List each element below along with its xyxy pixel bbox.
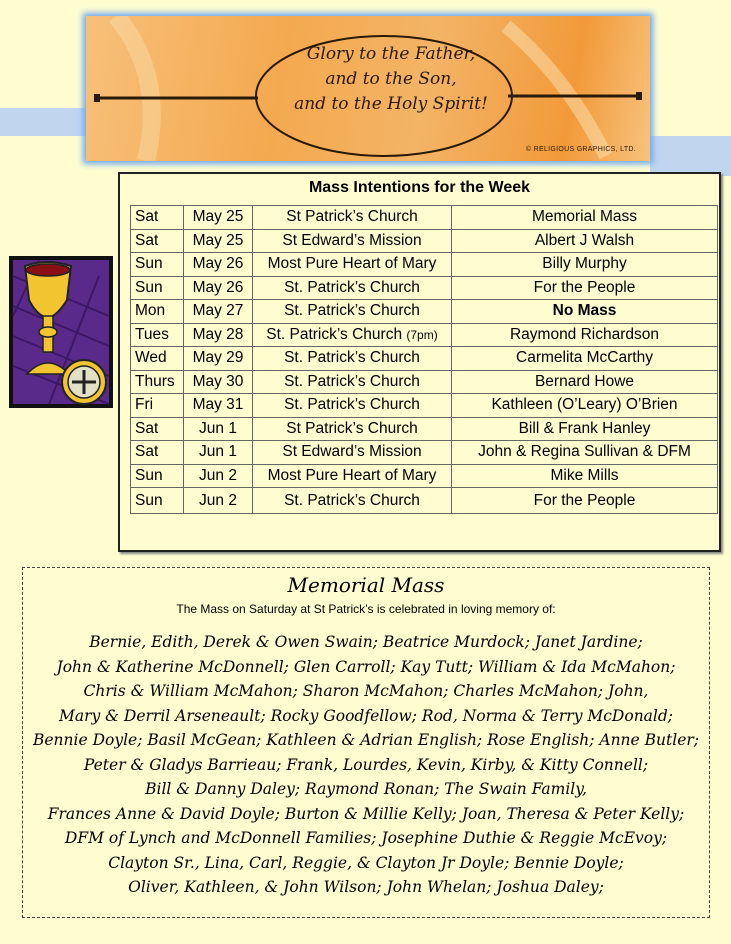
church-cell (253, 347, 452, 371)
day-cell-text: Sat (135, 443, 159, 461)
banner-line-3: and to the Holy Spirit! (294, 94, 488, 114)
intention-cell-text: Memorial Mass (531, 208, 638, 226)
church-cell-text: St Patrick’s Church (286, 419, 418, 437)
date-cell-text: May 26 (192, 255, 244, 273)
memorial-name-line: Frances Anne & David Doyle; Burton & Millie Kelly; Joan, Theresa & Peter Kelly; (47, 804, 685, 823)
day-cell (131, 229, 184, 253)
church-cell (253, 229, 452, 253)
chalice-host-icon (9, 256, 113, 408)
day-cell-text: Sat (135, 208, 159, 226)
date-cell-text: May 25 (192, 208, 244, 226)
memorial-name-line: Peter & Gladys Barrieau; Frank, Lourdes, Kevin, Kirby, & Kitty Connell; (83, 755, 649, 774)
day-cell-text: Thurs (135, 372, 175, 390)
church-cell-text: St. Patrick’s Church (284, 372, 420, 390)
day-cell (131, 276, 184, 300)
church-cell (253, 276, 452, 300)
intention-cell (452, 300, 718, 324)
day-cell (131, 300, 184, 324)
church-cell-text: St. Patrick’s Church (284, 349, 420, 367)
intention-cell-text: Raymond Richardson (509, 325, 660, 343)
date-cell (184, 347, 253, 371)
intention-cell (452, 464, 718, 488)
intention-cell-text: Kathleen (O’Leary) O’Brien (491, 396, 678, 414)
day-cell-text: Sun (135, 466, 163, 484)
banner-line-1: Glory to the Father, (306, 44, 476, 64)
church-cell-text: St. Patrick’s Church (284, 278, 420, 296)
memorial-name-line: Chris & William McMahon; Sharon McMahon; Charles McMahon; John, (83, 682, 649, 700)
table-row (131, 417, 718, 441)
day-cell-text: Fri (135, 396, 154, 414)
day-cell (131, 441, 184, 465)
date-cell-text: May 26 (192, 278, 244, 296)
church-cell-text: St Edward’s Mission (282, 231, 422, 249)
date-cell (184, 370, 253, 394)
church-cell (253, 253, 452, 277)
day-cell (131, 253, 184, 277)
day-cell (131, 464, 184, 488)
date-cell-text: Jun 1 (199, 443, 237, 461)
day-cell-text: Tues (135, 325, 169, 343)
church-cell (253, 300, 452, 324)
intention-cell (452, 394, 718, 418)
church-cell (253, 206, 452, 230)
church-cell-text: St. Patrick’s Church (284, 491, 420, 509)
mass-intentions-table (130, 205, 718, 514)
banner-credit: © RELIGIOUS GRAPHICS, LTD. (525, 146, 636, 153)
day-cell-text: Sun (135, 255, 163, 273)
date-cell (184, 323, 253, 347)
date-cell-text: May 27 (192, 302, 244, 320)
date-cell (184, 300, 253, 324)
memorial-name-line: Bennie Doyle; Basil McGean; Kathleen & Adrian English; Rose English; Anne Butler; (32, 731, 699, 749)
intention-cell (452, 253, 718, 277)
church-cell (253, 417, 452, 441)
day-cell (131, 323, 184, 347)
intention-cell-text: For the People (533, 491, 636, 509)
intention-cell (452, 441, 718, 465)
memorial-mass-panel (22, 567, 710, 918)
memorial-name-line: Bernie, Edith, Derek & Owen Swain; Beatrice Murdock; Janet Jardine; (89, 633, 643, 651)
memorial-name-line: Mary & Derril Arseneault; Rocky Goodfellow; Rod, Norma & Terry McDonald; (58, 706, 674, 725)
intention-cell-text: Bill & Frank Hanley (518, 419, 651, 437)
church-cell-text: St. Patrick’s Church (266, 325, 403, 343)
day-cell-text: Sat (135, 419, 159, 437)
memorial-subtitle: The Mass on Saturday at St Patrick’s is celebrated in loving memory of: (176, 602, 556, 616)
date-cell (184, 488, 253, 514)
memorial-title: Memorial Mass (287, 573, 445, 597)
table-row (131, 370, 718, 394)
church-cell-text: Most Pure Heart of Mary (267, 466, 437, 484)
day-cell (131, 417, 184, 441)
date-cell (184, 441, 253, 465)
date-cell (184, 253, 253, 277)
decorative-band-right (650, 136, 731, 176)
decorative-band-left (0, 108, 90, 136)
intention-cell (452, 276, 718, 300)
intention-cell (452, 347, 718, 371)
church-cell-text: Most Pure Heart of Mary (267, 255, 437, 273)
intention-cell-text: For the People (533, 278, 636, 296)
date-cell (184, 464, 253, 488)
banner-line-2: and to the Son, (325, 69, 457, 89)
day-cell-text: Sun (135, 278, 163, 296)
mass-intentions-title: Mass Intentions for the Week (308, 179, 531, 196)
table-row (131, 394, 718, 418)
date-cell-text: May 28 (192, 325, 244, 343)
intention-cell-text: Carmelita McCarthy (516, 349, 653, 367)
church-cell (253, 441, 452, 465)
table-row (131, 488, 718, 514)
church-cell (253, 488, 452, 514)
date-cell-text: May 29 (192, 349, 244, 367)
table-row (131, 206, 718, 230)
date-cell-text: Jun 2 (199, 491, 237, 509)
date-cell-text: May 25 (192, 231, 244, 249)
intention-cell-text: Albert J Walsh (534, 231, 635, 249)
intention-cell (452, 417, 718, 441)
table-row (131, 441, 718, 465)
date-cell (184, 276, 253, 300)
table-row (131, 347, 718, 371)
intention-cell-text: Bernard Howe (534, 372, 635, 390)
day-cell-text: Mon (135, 302, 166, 320)
date-cell-text: Jun 2 (199, 466, 237, 484)
day-cell (131, 370, 184, 394)
memorial-name-line: Oliver, Kathleen, & John Wilson; John Whelan; Joshua Daley; (128, 878, 604, 896)
church-cell (253, 464, 452, 488)
intention-cell (452, 488, 718, 514)
banner-doxology (266, 42, 516, 117)
table-row (131, 464, 718, 488)
church-cell-text: St Patrick’s Church (286, 208, 418, 226)
day-cell-text: Sat (135, 231, 159, 249)
mass-intentions-panel (118, 172, 721, 552)
date-cell-text: May 30 (192, 372, 244, 390)
day-cell (131, 394, 184, 418)
day-cell-text: Wed (135, 349, 167, 367)
table-row (131, 323, 718, 347)
church-cell-text: St. Patrick’s Church (284, 396, 420, 414)
intention-cell-text: No Mass (552, 302, 617, 320)
intention-cell (452, 370, 718, 394)
memorial-name-line: Clayton Sr., Lina, Carl, Reggie, & Clayton Jr Doyle; Bennie Doyle; (108, 853, 624, 872)
date-cell (184, 229, 253, 253)
date-cell-text: Jun 1 (199, 419, 237, 437)
memorial-name-line: DFM of Lynch and McDonnell Families; Josephine Duthie & Reggie McEvoy; (64, 829, 668, 847)
table-row (131, 276, 718, 300)
table-row (131, 300, 718, 324)
church-cell (253, 394, 452, 418)
church-cell-text: St. Patrick’s Church (284, 302, 420, 320)
day-cell (131, 347, 184, 371)
church-cell (253, 323, 452, 347)
intention-cell-text: Billy Murphy (542, 255, 627, 273)
church-cell (253, 370, 452, 394)
date-cell (184, 394, 253, 418)
table-row (131, 253, 718, 277)
intention-cell (452, 229, 718, 253)
intention-cell-text: Mike Mills (550, 466, 619, 484)
memorial-name-line: John & Katherine McDonnell; Glen Carroll; Kay Tutt; William & Ida McMahon; (56, 657, 676, 676)
day-cell (131, 206, 184, 230)
glory-be-banner (86, 16, 650, 161)
church-cell-text: St Edward’s Mission (282, 443, 422, 461)
church-time-note: (7pm) (406, 327, 438, 342)
table-row (131, 229, 718, 253)
date-cell (184, 417, 253, 441)
date-cell-text: May 31 (192, 396, 244, 414)
intention-cell (452, 323, 718, 347)
day-cell (131, 488, 184, 514)
memorial-names-list (23, 630, 709, 900)
intention-cell-text: John & Regina Sullivan & DFM (478, 443, 691, 461)
date-cell (184, 206, 253, 230)
memorial-name-line: Bill & Danny Daley; Raymond Ronan; The Swain Family, (145, 780, 587, 798)
intention-cell (452, 206, 718, 230)
day-cell-text: Sun (135, 491, 163, 509)
